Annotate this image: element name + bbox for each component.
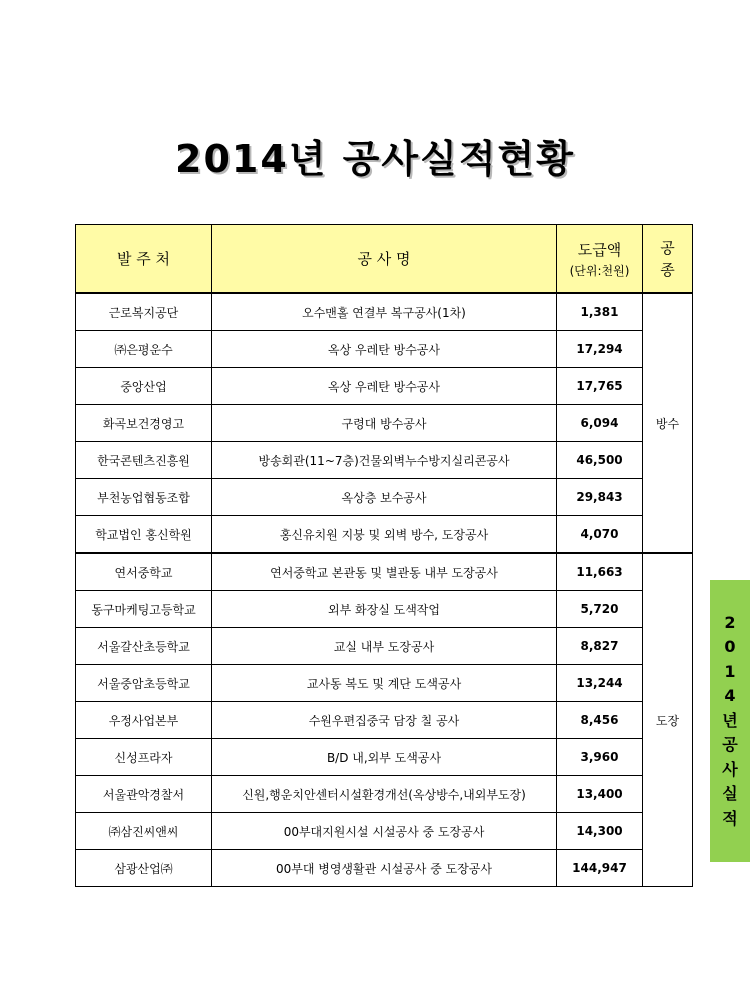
table-row: [76, 516, 693, 554]
side-tab-char: 적: [722, 808, 738, 828]
project-cell: 교실 내부 도장공사: [212, 628, 557, 665]
table-row: [76, 553, 693, 591]
header-project: 공 사 명: [212, 225, 557, 294]
project-cell: 오수맨홀 연결부 복구공사(1차): [212, 293, 557, 331]
table-header-row: [76, 225, 693, 294]
table-row: [76, 293, 693, 331]
client-cell: 중앙산업: [76, 368, 212, 405]
project-cell: 교사동 복도 및 계단 도색공사: [212, 665, 557, 702]
client-cell: ㈜은평운수: [76, 331, 212, 368]
header-client: 발 주 처: [76, 225, 212, 294]
table-row: [76, 479, 693, 516]
table-row: [76, 405, 693, 442]
project-cell: 수원우편집중국 담장 칠 공사: [212, 702, 557, 739]
project-cell: 옥상 우레탄 방수공사: [212, 368, 557, 405]
side-tab-char: 2: [724, 612, 736, 632]
amount-cell: 6,094: [557, 405, 643, 442]
project-cell: 옥상층 보수공사: [212, 479, 557, 516]
table-row: [76, 739, 693, 776]
table-row: [76, 850, 693, 887]
header-amount-label: 도급액: [577, 240, 622, 259]
side-tab-char: 사: [722, 759, 738, 779]
client-cell: 서울관악경찰서: [76, 776, 212, 813]
table-body: [76, 293, 693, 887]
table-row: [76, 331, 693, 368]
project-cell: 신원,행운치안센터시설환경개선(옥상방수,내외부도장): [212, 776, 557, 813]
client-cell: 삼광산업㈜: [76, 850, 212, 887]
project-cell: 외부 화장실 도색작업: [212, 591, 557, 628]
client-cell: 신성프라자: [76, 739, 212, 776]
amount-cell: 13,244: [557, 665, 643, 702]
project-cell: 연서중학교 본관동 및 별관동 내부 도장공사: [212, 553, 557, 591]
table-row: [76, 702, 693, 739]
project-cell: 방송회관(11~7층)건물외벽누수방지실리콘공사: [212, 442, 557, 479]
client-cell: 부천농업협동조합: [76, 479, 212, 516]
amount-cell: 8,456: [557, 702, 643, 739]
header-amount: [557, 225, 643, 294]
amount-cell: 1,381: [557, 293, 643, 331]
amount-cell: 46,500: [557, 442, 643, 479]
project-cell: 홍신유치원 지붕 및 외벽 방수, 도장공사: [212, 516, 557, 554]
table-row: [76, 442, 693, 479]
header-trade-char-1: 공: [660, 238, 675, 257]
client-cell: 연서중학교: [76, 553, 212, 591]
amount-cell: 5,720: [557, 591, 643, 628]
amount-cell: 14,300: [557, 813, 643, 850]
client-cell: 우정사업본부: [76, 702, 212, 739]
side-tab-char: 년: [722, 710, 738, 730]
client-cell: 화곡보건경영고: [76, 405, 212, 442]
amount-cell: 13,400: [557, 776, 643, 813]
trade-cell: 도장: [643, 553, 693, 887]
client-cell: 서울중암초등학교: [76, 665, 212, 702]
client-cell: 근로복지공단: [76, 293, 212, 331]
client-cell: 한국콘텐츠진흥원: [76, 442, 212, 479]
side-tab-char: 4: [724, 686, 736, 706]
amount-cell: 8,827: [557, 628, 643, 665]
header-trade: [643, 225, 693, 294]
side-tab-char: 0: [724, 637, 736, 657]
table-row: [76, 776, 693, 813]
trade-cell: 방수: [643, 293, 693, 553]
table-row: [76, 628, 693, 665]
table-row: [76, 665, 693, 702]
header-trade-char-2: 종: [660, 260, 675, 279]
header-amount-unit: (단위:천원): [569, 263, 630, 278]
amount-cell: 3,960: [557, 739, 643, 776]
amount-cell: 4,070: [557, 516, 643, 554]
side-tab-char: 공: [722, 735, 738, 755]
client-cell: 학교법인 홍신학원: [76, 516, 212, 554]
side-tab-char: 실: [722, 784, 738, 804]
project-cell: 00부대 병영생활관 시설공사 중 도장공사: [212, 850, 557, 887]
amount-cell: 17,294: [557, 331, 643, 368]
project-cell: 00부대지원시설 시설공사 중 도장공사: [212, 813, 557, 850]
amount-cell: 29,843: [557, 479, 643, 516]
table-row: [76, 368, 693, 405]
client-cell: 서울갈산초등학교: [76, 628, 212, 665]
project-cell: B/D 내,외부 도색공사: [212, 739, 557, 776]
year-side-tab: [710, 580, 750, 862]
project-cell: 구령대 방수공사: [212, 405, 557, 442]
side-tab-char: 1: [724, 661, 736, 681]
amount-cell: 11,663: [557, 553, 643, 591]
client-cell: 동구마케팅고등학교: [76, 591, 212, 628]
page-title: 2014년 공사실적현황: [175, 137, 575, 181]
amount-cell: 17,765: [557, 368, 643, 405]
table-row: [76, 813, 693, 850]
table-row: [76, 591, 693, 628]
project-cell: 옥상 우레탄 방수공사: [212, 331, 557, 368]
amount-cell: 144,947: [557, 850, 643, 887]
project-table: [75, 224, 693, 887]
client-cell: ㈜삼진씨앤씨: [76, 813, 212, 850]
